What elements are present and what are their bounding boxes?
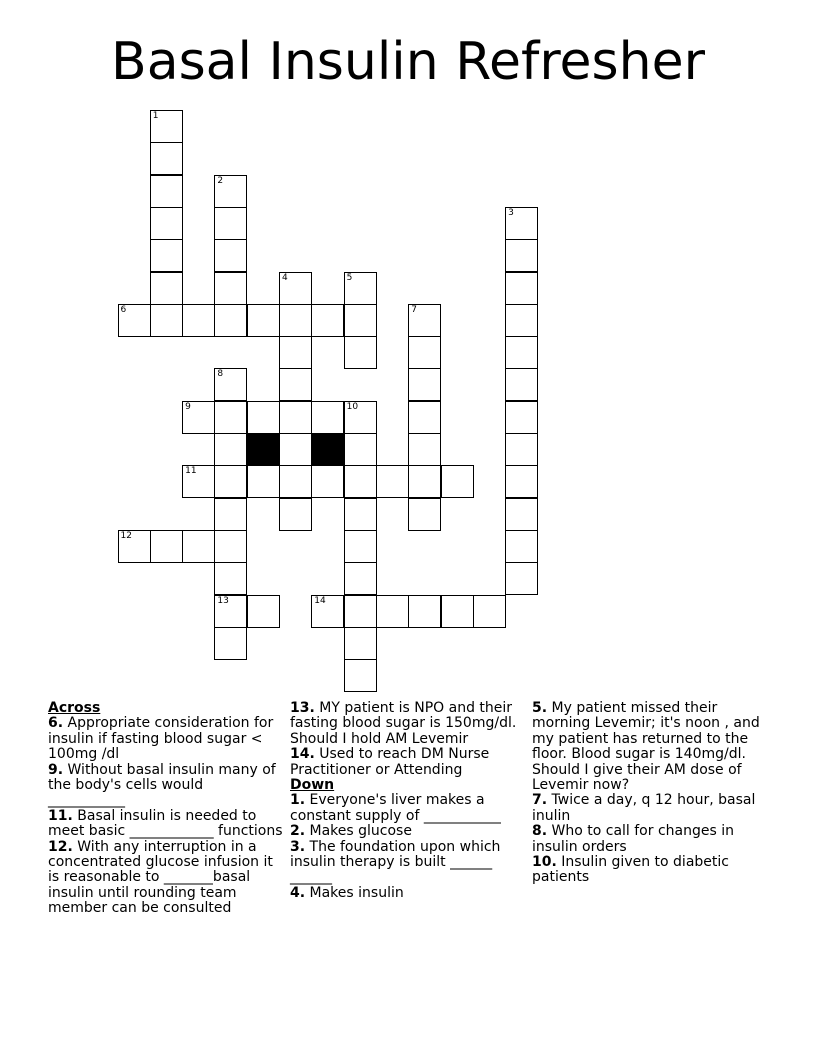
grid-cell[interactable] <box>214 207 247 240</box>
grid-cell[interactable] <box>182 465 215 498</box>
grid-cell[interactable] <box>150 239 183 272</box>
grid-cell[interactable] <box>214 498 247 531</box>
clue-down-1: 1. Everyone's liver makes a constant supply of ___________ <box>290 792 501 824</box>
grid-cell[interactable] <box>408 433 441 466</box>
grid-cell[interactable] <box>408 304 441 337</box>
grid-cell[interactable] <box>473 595 506 628</box>
grid-cell[interactable] <box>150 207 183 240</box>
clues-column-3 <box>532 701 768 886</box>
grid-cell[interactable] <box>408 401 441 434</box>
down-heading: Down <box>290 777 335 794</box>
grid-cell[interactable] <box>311 304 344 337</box>
grid-cell[interactable] <box>344 272 377 305</box>
grid-cell[interactable] <box>247 595 280 628</box>
grid-cell[interactable] <box>311 465 344 498</box>
clue-number: 12 <box>120 530 132 541</box>
grid-cell[interactable] <box>214 595 247 628</box>
clue-number: 11 <box>185 466 197 477</box>
grid-cell[interactable] <box>344 401 377 434</box>
grid-cell[interactable] <box>150 175 183 208</box>
grid-cell[interactable] <box>279 433 312 466</box>
grid-cell[interactable] <box>214 562 247 595</box>
clue-down-2: 2. Makes glucose <box>290 823 412 840</box>
grid-cell[interactable] <box>214 272 247 305</box>
clue-across-14: 14. Used to reach DM Nurse Practitioner or Attending <box>290 746 490 778</box>
grid-cell[interactable] <box>344 627 377 660</box>
grid-cell[interactable] <box>505 368 538 401</box>
grid-cell[interactable] <box>279 368 312 401</box>
grid-cell[interactable] <box>344 336 377 369</box>
grid-cell[interactable] <box>214 465 247 498</box>
grid-cell[interactable] <box>311 401 344 434</box>
grid-cell[interactable] <box>182 304 215 337</box>
black-cell <box>311 433 344 466</box>
grid-cell[interactable] <box>118 530 151 563</box>
grid-cell[interactable] <box>505 401 538 434</box>
clue-number: 7 <box>411 304 417 315</box>
grid-cell[interactable] <box>344 562 377 595</box>
grid-cell[interactable] <box>118 304 151 337</box>
grid-cell[interactable] <box>344 304 377 337</box>
clue-down-8: 8. Who to call for changes in insulin orders <box>532 823 734 855</box>
clues-column-1 <box>48 701 284 917</box>
grid-cell[interactable] <box>182 401 215 434</box>
clue-across-11: 11. Basal insulin is needed to meet basic ____________ functions <box>48 807 283 840</box>
grid-cell[interactable] <box>182 530 215 563</box>
clue-down-10: 10. Insulin given to diabetic patients <box>532 854 729 886</box>
grid-cell[interactable] <box>279 336 312 369</box>
grid-cell[interactable] <box>376 595 409 628</box>
clue-number: 13 <box>217 595 229 606</box>
grid-cell[interactable] <box>279 401 312 434</box>
grid-cell[interactable] <box>247 401 280 434</box>
grid-cell[interactable] <box>214 239 247 272</box>
grid-cell[interactable] <box>150 272 183 305</box>
grid-cell[interactable] <box>344 498 377 531</box>
grid-cell[interactable] <box>214 401 247 434</box>
grid-cell[interactable] <box>247 304 280 337</box>
clue-number: 5 <box>346 272 353 283</box>
grid-cell[interactable] <box>505 272 538 305</box>
clue-number: 6 <box>120 304 127 315</box>
grid-cell[interactable] <box>279 304 312 337</box>
grid-cell[interactable] <box>441 465 474 498</box>
grid-cell[interactable] <box>505 562 538 595</box>
grid-cell[interactable] <box>279 465 312 498</box>
grid-cell[interactable] <box>150 142 183 175</box>
grid-cell[interactable] <box>214 530 247 563</box>
grid-cell[interactable] <box>247 465 280 498</box>
grid-cell[interactable] <box>279 498 312 531</box>
clue-number: 4 <box>282 272 288 283</box>
grid-cell[interactable] <box>505 304 538 337</box>
clue-down-5: 5. My patient missed their morning Levemir; it's noon , and my patient has returned to the floor. Blood sugar is 140mg/dl. Should I give their AM dose of Levemir now? <box>532 700 760 794</box>
grid-cell[interactable] <box>408 336 441 369</box>
clue-number: 9 <box>185 401 191 412</box>
clue-number: 2 <box>217 175 224 186</box>
grid-cell[interactable] <box>214 368 247 401</box>
grid-cell[interactable] <box>150 304 183 337</box>
grid-cell[interactable] <box>408 595 441 628</box>
grid-cell[interactable] <box>311 595 344 628</box>
across-heading: Across <box>48 700 101 716</box>
clue-number: 14 <box>314 595 326 606</box>
clue-number: 3 <box>508 207 514 218</box>
clue-down-7: 7. Twice a day, q 12 hour, basal inulin <box>532 792 756 824</box>
grid-cell[interactable] <box>505 239 538 272</box>
clue-down-3: 3. The foundation upon which insulin therapy is built ______ ______ <box>290 838 501 886</box>
grid-cell[interactable] <box>214 627 247 660</box>
grid-cell[interactable] <box>214 433 247 466</box>
grid-cell[interactable] <box>344 595 377 628</box>
grid-cell[interactable] <box>150 530 183 563</box>
grid-cell[interactable] <box>505 433 538 466</box>
grid-cell[interactable] <box>505 530 538 563</box>
grid-cell[interactable] <box>408 498 441 531</box>
clue-number: 1 <box>152 111 159 121</box>
black-cell <box>247 433 280 466</box>
grid-cell[interactable] <box>505 498 538 531</box>
grid-cell[interactable] <box>441 595 474 628</box>
grid-cell[interactable] <box>279 272 312 305</box>
clue-down-4: 4. Makes insulin <box>290 884 404 901</box>
grid-cell[interactable] <box>505 207 538 240</box>
grid-cell[interactable] <box>408 465 441 498</box>
grid-cell[interactable] <box>344 465 377 498</box>
grid-cell[interactable] <box>376 465 409 498</box>
clues-column-2 <box>290 701 526 901</box>
clue-across-9: 9. Without basal insulin many of the body's cells would ___________ <box>48 761 276 809</box>
grid-cell[interactable] <box>344 433 377 466</box>
clue-number: 8 <box>217 369 224 380</box>
grid-cell[interactable] <box>150 110 183 143</box>
clue-number: 10 <box>346 401 359 412</box>
grid-cell[interactable] <box>505 336 538 369</box>
clue-across-6: 6. Appropriate consideration for insulin if fasting blood sugar < 100mg /dl <box>48 715 274 763</box>
grid-cell[interactable] <box>505 465 538 498</box>
grid-cell[interactable] <box>214 304 247 337</box>
grid-cell[interactable] <box>344 659 377 692</box>
puzzle-title: Basal Insulin Refresher <box>111 32 705 92</box>
grid-cell[interactable] <box>214 175 247 208</box>
grid-cell[interactable] <box>408 368 441 401</box>
grid-cell[interactable] <box>344 530 377 563</box>
clue-across-13: 13. MY patient is NPO and their fasting blood sugar is 150mg/dl. Should I hold AM Levemir <box>290 700 517 747</box>
clue-across-12: 12. With any interruption in a concentrated glucose infusion it is reasonable to _______basal insulin until rounding team member can be consulted <box>48 838 273 917</box>
